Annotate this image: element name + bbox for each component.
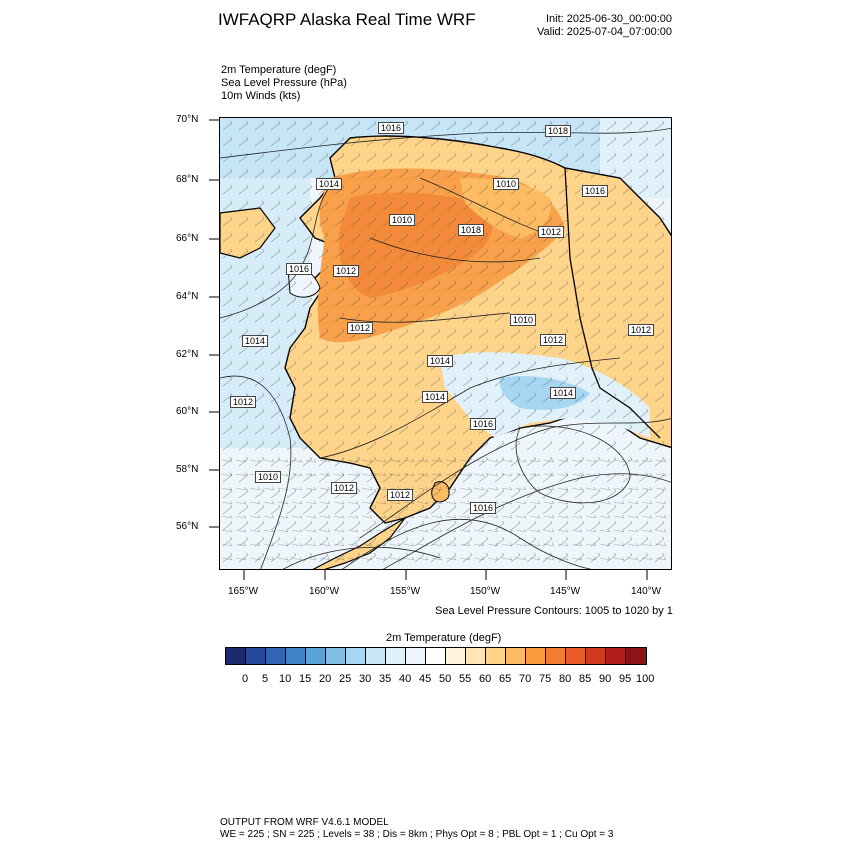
pressure-label: 1012 <box>387 489 413 501</box>
colorbar-swatch <box>546 648 566 664</box>
lat-ticks <box>205 110 225 580</box>
colorbar-label: 10 <box>279 673 292 685</box>
colorbar-label: 80 <box>559 673 572 685</box>
colorbar-label: 20 <box>319 673 332 685</box>
colorbar-swatch <box>346 648 366 664</box>
colorbar-label: 100 <box>636 673 655 685</box>
colorbar-swatch <box>266 648 286 664</box>
colorbar-label: 95 <box>619 673 632 685</box>
lat-label: 64°N <box>176 291 199 302</box>
lon-label: 145°W <box>550 586 581 597</box>
colorbar-swatch <box>606 648 626 664</box>
pressure-label: 1010 <box>389 214 415 226</box>
colorbar-title: 2m Temperature (degF) <box>386 632 502 644</box>
colorbar-label: 40 <box>399 673 412 685</box>
colorbar-label: 5 <box>262 673 269 685</box>
colorbar-label: 60 <box>479 673 492 685</box>
pressure-label: 1018 <box>545 125 571 137</box>
field-pressure-label: Sea Level Pressure (hPa) <box>221 77 347 89</box>
valid-time: Valid: 2025-07-04_07:00:00 <box>537 26 672 38</box>
colorbar-label: 55 <box>459 673 472 685</box>
pressure-label: 1012 <box>333 265 359 277</box>
colorbar-label: 75 <box>539 673 552 685</box>
field-winds-label: 10m Winds (kts) <box>221 90 301 102</box>
pressure-label: 1012 <box>331 482 357 494</box>
colorbar-label: 65 <box>499 673 512 685</box>
lon-label: 155°W <box>390 586 421 597</box>
colorbar-swatch <box>386 648 406 664</box>
lat-label: 70°N <box>176 114 199 125</box>
lon-label: 140°W <box>631 586 662 597</box>
pressure-label: 1016 <box>286 263 312 275</box>
pressure-label: 1010 <box>510 314 536 326</box>
field-temperature-label: 2m Temperature (degF) <box>221 64 337 76</box>
footer-model: OUTPUT FROM WRF V4.6.1 MODEL <box>220 817 389 828</box>
colorbar-label: 85 <box>579 673 592 685</box>
colorbar-swatch <box>526 648 546 664</box>
pressure-label: 1012 <box>628 324 654 336</box>
colorbar-label: 45 <box>419 673 432 685</box>
init-time: Init: 2025-06-30_00:00:00 <box>546 13 672 25</box>
lat-label: 66°N <box>176 233 199 244</box>
colorbar-swatch <box>286 648 306 664</box>
pressure-label: 1014 <box>316 178 342 190</box>
pressure-label: 1014 <box>550 387 576 399</box>
footer-config: WE = 225 ; SN = 225 ; Levels = 38 ; Dis = 8km ; Phys Opt = 8 ; PBL Opt = 1 ; Cu Opt = 3 <box>220 829 614 840</box>
colorbar-swatch <box>566 648 586 664</box>
colorbar-label: 90 <box>599 673 612 685</box>
colorbar-swatch <box>466 648 486 664</box>
lon-ticks <box>210 568 680 584</box>
lon-label: 150°W <box>470 586 501 597</box>
colorbar-swatch <box>226 648 246 664</box>
colorbar-label: 50 <box>439 673 452 685</box>
pressure-label: 1014 <box>242 335 268 347</box>
lon-label: 160°W <box>309 586 340 597</box>
lat-label: 62°N <box>176 349 199 360</box>
pressure-label: 1012 <box>230 396 256 408</box>
pressure-label: 1016 <box>378 122 404 134</box>
pressure-label: 1010 <box>493 178 519 190</box>
colorbar-label: 35 <box>379 673 392 685</box>
colorbar-swatch <box>446 648 466 664</box>
pressure-label: 1016 <box>582 185 608 197</box>
colorbar-swatch <box>326 648 346 664</box>
pressure-label: 1010 <box>255 471 281 483</box>
colorbar-swatch <box>366 648 386 664</box>
lat-label: 58°N <box>176 464 199 475</box>
colorbar-label: 25 <box>339 673 352 685</box>
colorbar <box>225 647 647 665</box>
colorbar-swatch <box>506 648 526 664</box>
lon-label: 165°W <box>228 586 259 597</box>
colorbar-label: 0 <box>242 673 249 685</box>
lat-label: 60°N <box>176 406 199 417</box>
colorbar-label: 70 <box>519 673 532 685</box>
colorbar-swatch <box>626 648 646 664</box>
contour-note: Sea Level Pressure Contours: 1005 to 1020 by 1 <box>435 605 673 617</box>
colorbar-swatch <box>406 648 426 664</box>
pressure-label: 1012 <box>538 226 564 238</box>
pressure-label: 1016 <box>470 502 496 514</box>
pressure-label: 1012 <box>540 334 566 346</box>
colorbar-swatch <box>306 648 326 664</box>
lat-label: 68°N <box>176 174 199 185</box>
pressure-label: 1016 <box>470 418 496 430</box>
colorbar-swatch <box>246 648 266 664</box>
lat-label: 56°N <box>176 521 199 532</box>
plot-title: IWFAQRP Alaska Real Time WRF <box>218 10 476 29</box>
colorbar-swatch <box>426 648 446 664</box>
pressure-label: 1014 <box>427 355 453 367</box>
pressure-label: 1014 <box>422 391 448 403</box>
pressure-label: 1018 <box>458 224 484 236</box>
colorbar-label: 30 <box>359 673 372 685</box>
pressure-label: 1012 <box>347 322 373 334</box>
colorbar-swatch <box>586 648 606 664</box>
colorbar-label: 15 <box>299 673 312 685</box>
colorbar-swatch <box>486 648 506 664</box>
